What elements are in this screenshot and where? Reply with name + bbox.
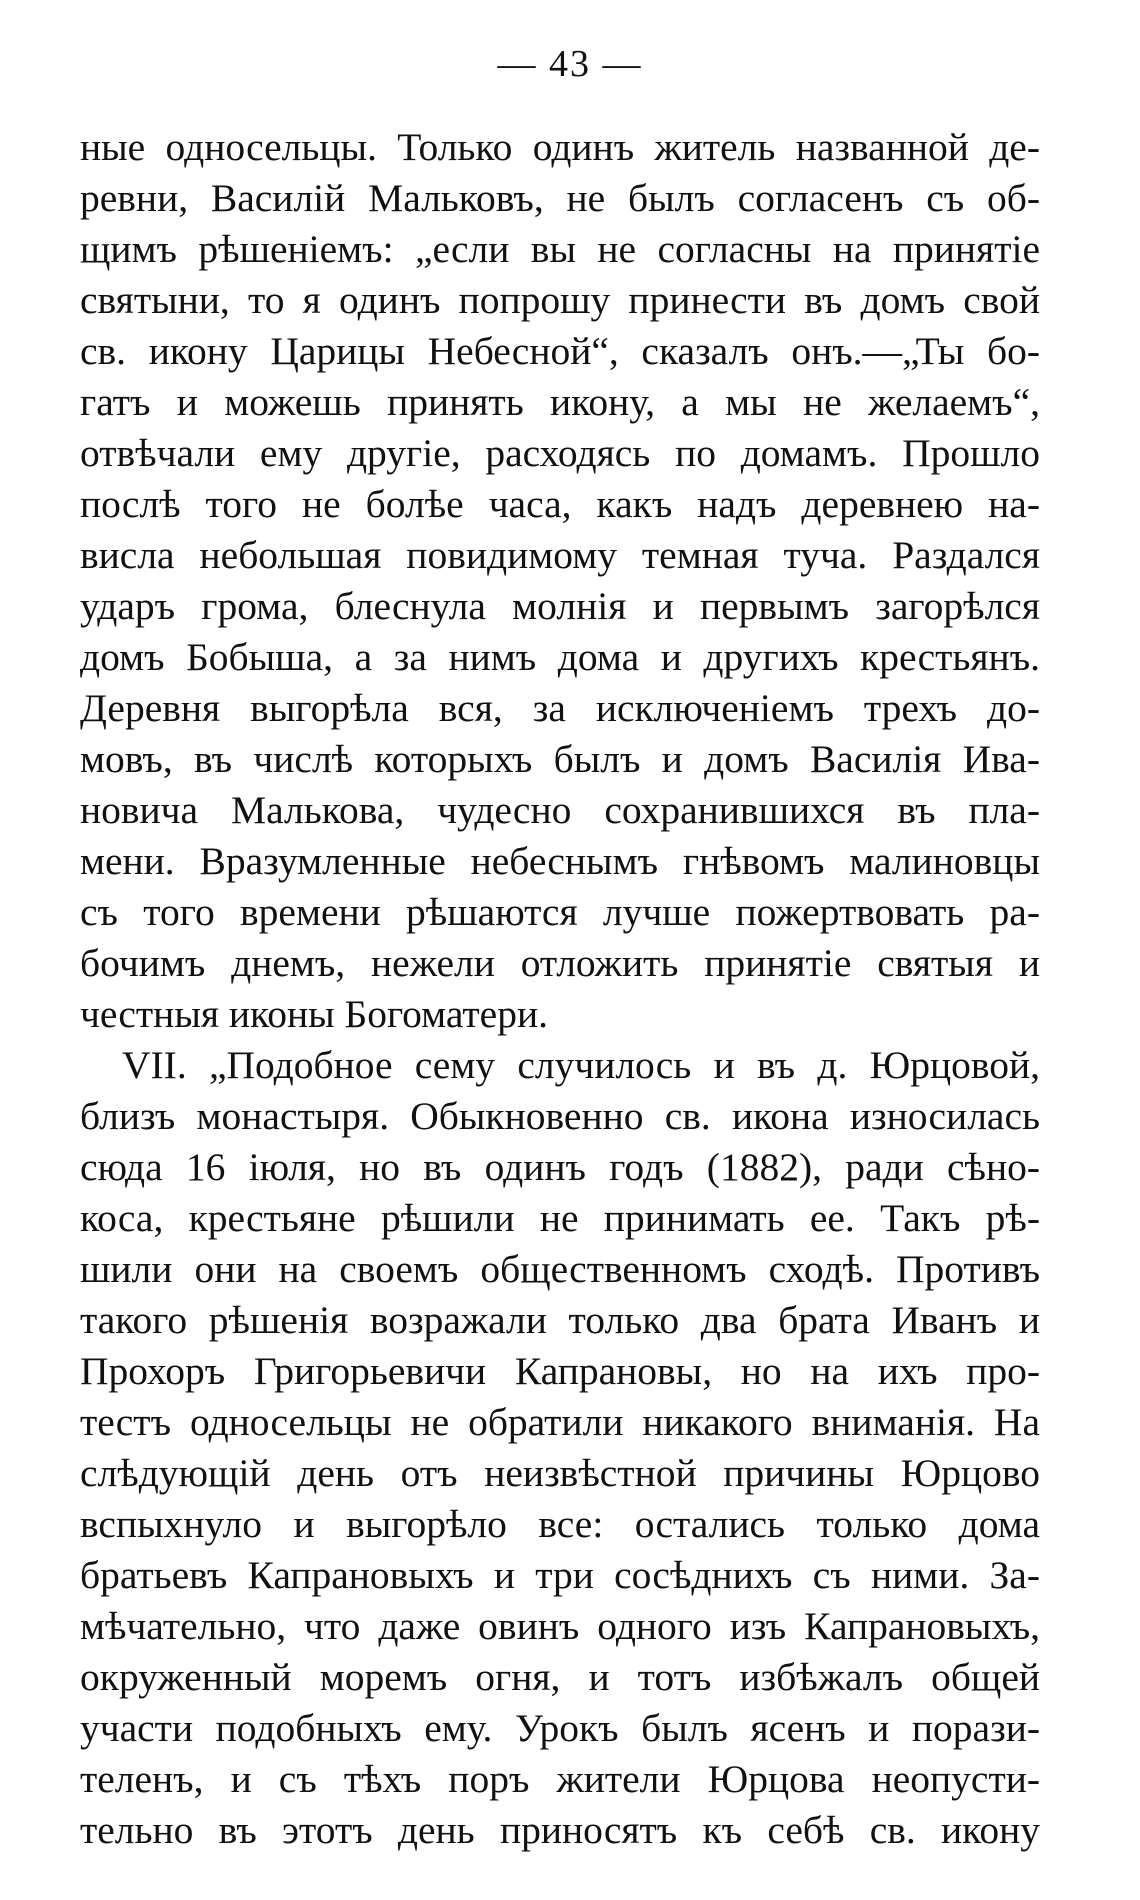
text-line: коса, крестьяне рѣшили не принимать ее. Такъ рѣ- [80, 1196, 1040, 1240]
text-line: мени. Вразумленные небеснымъ гнѣвомъ малиновцы [80, 839, 1040, 883]
text-line: гатъ и можешь принять икону, а мы не желаемъ“, [80, 380, 1040, 424]
paragraph-end-line: честныя иконы Богоматери. [80, 992, 548, 1036]
text-line: ударъ грома, блеснула молнія и первымъ загорѣлся [80, 584, 1040, 628]
text-line: теленъ, и съ тѣхъ поръ жители Юрцова неопусти- [80, 1757, 1040, 1801]
text-line: такого рѣшенія возражали только два брата Иванъ и [80, 1298, 1040, 1342]
text-line: ревни, Василій Мальковъ, не былъ согласенъ съ об- [80, 176, 1040, 220]
text-line: участи подобныхъ ему. Урокъ былъ ясенъ и порази- [80, 1706, 1040, 1750]
section-start-line: VII. „Подобное сему случилось и въ д. Юрцовой, [122, 1043, 1040, 1087]
text-line: домъ Бобыша, а за нимъ дома и другихъ крестьянъ. [80, 635, 1040, 679]
text-line: отвѣчали ему другіе, расходясь по домамъ. Прошло [80, 431, 1040, 475]
text-line: тельно въ этотъ день приносятъ къ себѣ св. икону [80, 1808, 1040, 1852]
text-line: Прохоръ Григорьевичи Капрановы, но на ихъ про- [80, 1349, 1040, 1393]
text-line: св. икону Царицы Небесной“, сказалъ онъ.—„Ты бо- [80, 329, 1040, 373]
text-line: Деревня выгорѣла вся, за исключеніемъ трехъ до- [80, 686, 1040, 730]
text-line: бочимъ днемъ, нежели отложить принятіе святыя и [80, 941, 1040, 985]
text-line: святыни, то я одинъ попрошу принести въ домъ свой [80, 278, 1040, 322]
text-line: братьевъ Капрановыхъ и три сосѣднихъ съ ними. За- [80, 1553, 1040, 1597]
text-line: тестъ односельцы не обратили никакого вниманія. На [80, 1400, 1040, 1444]
text-line: мовъ, въ числѣ которыхъ былъ и домъ Василія Ива- [80, 737, 1040, 781]
text-line: послѣ того не болѣе часа, какъ надъ деревнею на- [80, 482, 1040, 526]
text-line: съ того времени рѣшаются лучше пожертвовать ра- [80, 890, 1040, 934]
text-line: новича Малькова, чудесно сохранившихся въ пла- [80, 788, 1040, 832]
text-line: шили они на своемъ общественномъ сходѣ. Противъ [80, 1247, 1040, 1291]
text-line: мѣчательно, что даже овинъ одного изъ Капрановыхъ, [80, 1604, 1040, 1648]
text-line: окруженный моремъ огня, и тотъ избѣжалъ общей [80, 1655, 1040, 1699]
text-line: вспыхнуло и выгорѣло все: остались только дома [80, 1502, 1040, 1546]
text-line: сюда 16 іюля, но въ одинъ годъ (1882), ради сѣно- [80, 1145, 1040, 1189]
text-line: слѣдующій день отъ неизвѣстной причины Юрцово [80, 1451, 1040, 1495]
text-line: висла небольшая повидимому темная туча. Раздался [80, 533, 1040, 577]
page-number: — 43 — [497, 43, 643, 85]
body-text [80, 122, 1040, 1856]
text-line: ные односельцы. Только одинъ житель названной де- [80, 125, 1040, 169]
text-line: щимъ рѣшеніемъ: „если вы не согласны на принятіе [80, 227, 1040, 271]
text-line: близъ монастыря. Обыкновенно св. икона износилась [80, 1094, 1040, 1138]
